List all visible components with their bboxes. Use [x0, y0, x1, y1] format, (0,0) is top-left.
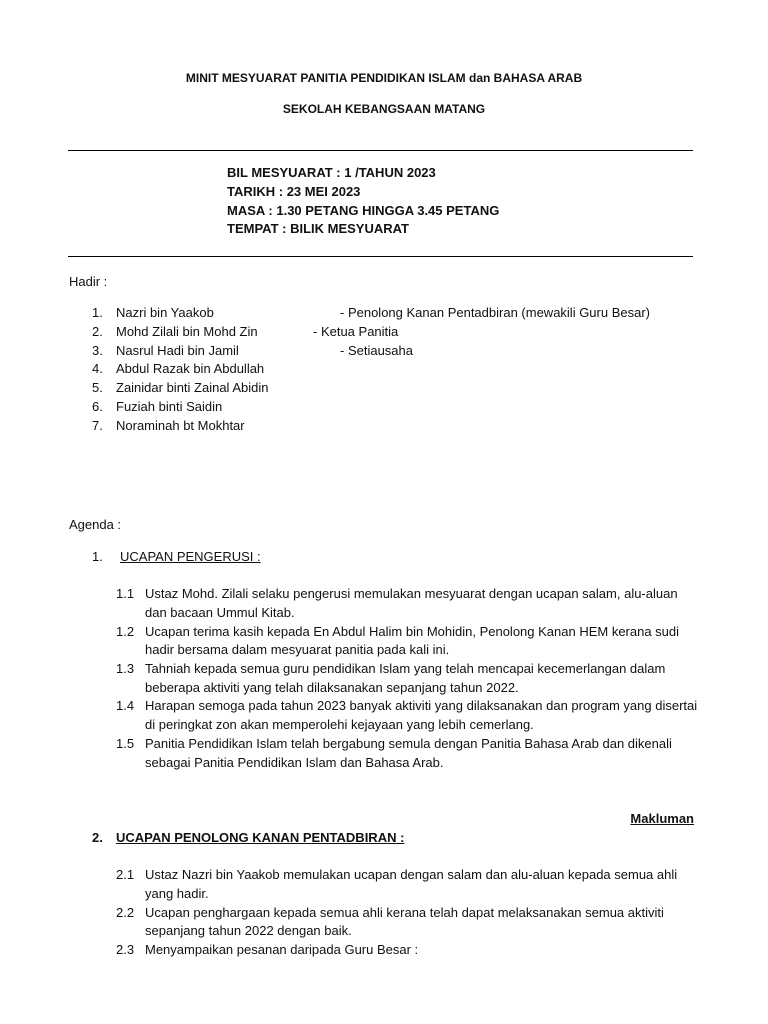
- point-text: dan bacaan Ummul Kitab.: [145, 605, 295, 620]
- meeting-venue: TEMPAT : BILIK MESYUARAT: [227, 221, 409, 236]
- point-text: sebagai Panitia Pendidikan Islam dan Bahasa Arab.: [145, 755, 444, 770]
- member-name: Nasrul Hadi bin Jamil: [116, 343, 239, 358]
- member-name: Noraminah bt Mokhtar: [116, 418, 245, 433]
- point-text: di peringkat zon akan memperolehi kejayaan yang lebih cemerlang.: [145, 717, 534, 732]
- member-number: 4.: [92, 361, 103, 376]
- point-text: Harapan semoga pada tahun 2023 banyak aktiviti yang dilaksanakan dan program yang disertai: [145, 698, 698, 713]
- member-role: - Setiausaha: [340, 343, 413, 358]
- member-number: 7.: [92, 418, 103, 433]
- point-text: Ucapan terima kasih kepada En Abdul Halim bin Mohidin, Penolong Kanan HEM kerana sudi: [145, 624, 680, 639]
- point-number: 1.2: [116, 624, 135, 639]
- point-text: hadir bersama dalam mesyuarat panitia pada kali ini.: [145, 642, 450, 657]
- point-number: 2.1: [116, 867, 135, 882]
- member-number: 3.: [92, 343, 103, 358]
- member-role: - Penolong Kanan Pentadbiran (mewakili Guru Besar): [340, 305, 651, 320]
- member-name: Zainidar binti Zainal Abidin: [116, 380, 269, 395]
- point-text: Ustaz Mohd. Zilali selaku pengerusi memulakan mesyuarat dengan ucapan salam, alu-aluan: [145, 586, 678, 601]
- member-number: 6.: [92, 399, 103, 414]
- point-number: 1.4: [116, 698, 135, 713]
- point-text: Ustaz Nazri bin Yaakob memulakan ucapan dengan salam dan alu-aluan kepada semua ahli: [145, 867, 678, 882]
- point-text: Ucapan penghargaan kepada semua ahli kerana telah dapat melaksanakan semua aktiviti: [145, 905, 664, 920]
- point-text: yang hadir.: [145, 886, 209, 901]
- point-text: beberapa aktiviti yang telah dilaksanakan sepanjang tahun 2022.: [145, 680, 519, 695]
- member-role: - Ketua Panitia: [313, 324, 399, 339]
- member-number: 1.: [92, 305, 103, 320]
- point-number: 2.3: [116, 942, 135, 957]
- status-label: Makluman: [630, 811, 694, 826]
- member-number: 5.: [92, 380, 103, 395]
- agenda-item-title: UCAPAN PENGERUSI :: [120, 549, 261, 564]
- member-name: Mohd Zilali bin Mohd Zin: [116, 324, 258, 339]
- school-name: SEKOLAH KEBANGSAAN MATANG: [282, 102, 486, 116]
- agenda-item-title: UCAPAN PENOLONG KANAN PENTADBIRAN :: [116, 830, 405, 845]
- member-number: 2.: [92, 324, 103, 339]
- point-text: Tahniah kepada semua guru pendidikan Islam yang telah mencapai kecemerlangan dalam: [145, 661, 666, 676]
- agenda-item-number: 2.: [92, 830, 103, 845]
- attendance-label: Hadir :: [69, 274, 108, 289]
- meeting-date: TARIKH : 23 MEI 2023: [227, 184, 361, 199]
- point-number: 1.5: [116, 736, 135, 751]
- agenda-item-number: 1.: [92, 549, 103, 564]
- meeting-time: MASA : 1.30 PETANG HINGGA 3.45 PETANG: [227, 203, 500, 218]
- member-name: Abdul Razak bin Abdullah: [116, 361, 265, 376]
- meeting-number: BIL MESYUARAT : 1 /TAHUN 2023: [227, 165, 436, 180]
- point-text: sepanjang tahun 2022 dengan baik.: [145, 923, 352, 938]
- document-title: MINIT MESYUARAT PANITIA PENDIDIKAN ISLAM dan BAHASA ARAB: [185, 71, 583, 85]
- member-name: Nazri bin Yaakob: [116, 305, 214, 320]
- divider-top: [68, 150, 693, 151]
- point-number: 2.2: [116, 905, 135, 920]
- divider-bottom: [68, 256, 693, 257]
- point-number: 1.3: [116, 661, 135, 676]
- point-number: 1.1: [116, 586, 135, 601]
- point-text: Menyampaikan pesanan daripada Guru Besar :: [145, 942, 419, 957]
- member-name: Fuziah binti Saidin: [116, 399, 223, 414]
- point-text: Panitia Pendidikan Islam telah bergabung semula dengan Panitia Bahasa Arab dan dikenali: [145, 736, 672, 751]
- agenda-label: Agenda :: [69, 517, 122, 532]
